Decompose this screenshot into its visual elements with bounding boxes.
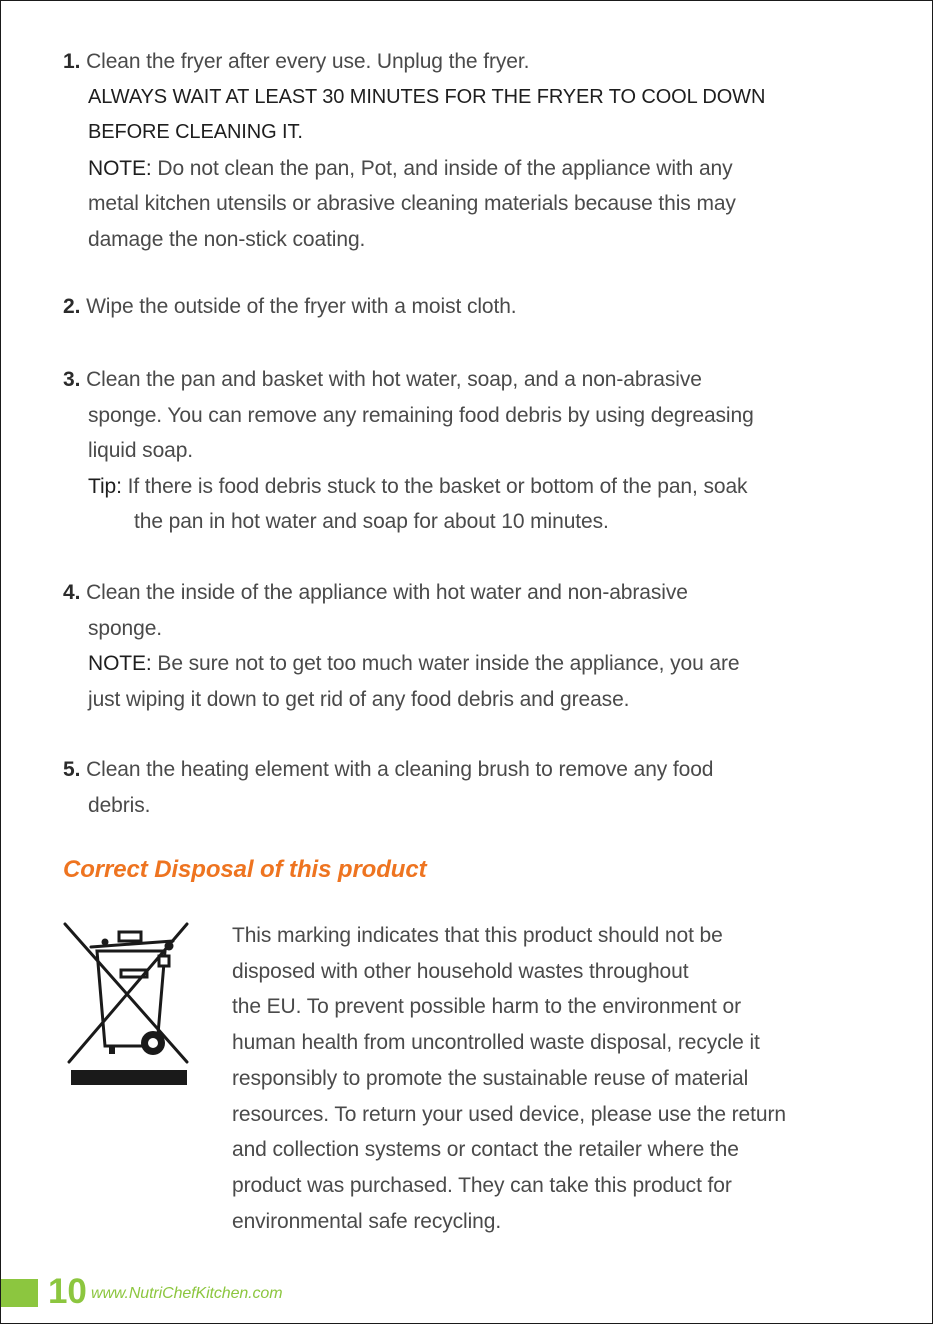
step-1 [63,44,893,257]
step-text: sponge. You can remove any remaining food debris by using degreasing [88,403,754,427]
tip-label: Tip: [88,474,122,498]
step-text: debris. [88,793,151,817]
disposal-line: This marking indicates that this product should not be [232,924,723,947]
step-text: sponge. [88,616,163,640]
step-text: Clean the pan and basket with hot water, soap, and a non-abrasive [86,368,702,391]
disposal-line: resources. To return your used device, please use the return [232,1102,786,1126]
note-text: damage the non-stick coating. [88,227,366,251]
step-number: 1. [63,50,81,73]
tip-text: the pan in hot water and soap for about 10 minutes. [134,510,609,533]
step-text: liquid soap. [88,439,194,462]
note-text: metal kitchen utensils or abrasive cleaning materials because this may [88,192,736,215]
disposal-line: product was purchased. They can take this product for [232,1173,732,1197]
note-text: Be sure not to get too much water inside the appliance, you are [157,652,740,675]
step-3 [63,362,893,540]
disposal-line: the EU. To prevent possible harm to the environment or [232,995,741,1019]
crossed-out-wheelie-bin-icon [61,918,191,1088]
disposal-line: human health from uncontrolled waste disposal, recycle it [232,1031,760,1055]
step-text: Clean the heating element with a cleaning brush to remove any food [86,758,714,781]
note-text: just wiping it down to get rid of any food debris and grease. [88,687,630,711]
step-number: 4. [63,581,81,604]
step-number: 5. [63,758,81,781]
tip-text: If there is food debris stuck to the basket or bottom of the pan, soak [127,474,748,498]
warning-text: ALWAYS WAIT AT LEAST 30 MINUTES FOR THE FRYER TO COOL DOWN [88,85,766,108]
website-link[interactable]: www.NutriChefKitchen.com [91,1285,283,1302]
note-text: Do not clean the pan, Pot, and inside of the appliance with any [157,156,733,180]
page-number: 10 [48,1272,87,1311]
disposal-line: responsibly to promote the sustainable reuse of material [232,1066,749,1090]
step-number: 2. [63,295,81,318]
footer-accent-bar [1,1279,38,1307]
disposal-line: and collection systems or contact the retailer where the [232,1138,739,1162]
step-number: 3. [63,368,81,391]
disposal-line: environmental safe recycling. [232,1209,502,1233]
step-text: Wipe the outside of the fryer with a moist cloth. [86,295,517,318]
step-5 [63,752,893,823]
step-2 [63,289,893,325]
step-text: Clean the inside of the appliance with hot water and non-abrasive [86,581,688,604]
note-label: NOTE: [88,652,152,675]
step-4 [63,575,893,717]
disposal-heading: Correct Disposal of this product [63,856,427,883]
note-label: NOTE: [88,156,152,180]
disposal-text [232,918,892,1239]
disposal-line: disposed with other household wastes throughout [232,959,689,983]
warning-text: BEFORE CLEANING IT. [88,121,303,143]
step-text: Clean the fryer after every use. Unplug the fryer. [86,50,530,73]
